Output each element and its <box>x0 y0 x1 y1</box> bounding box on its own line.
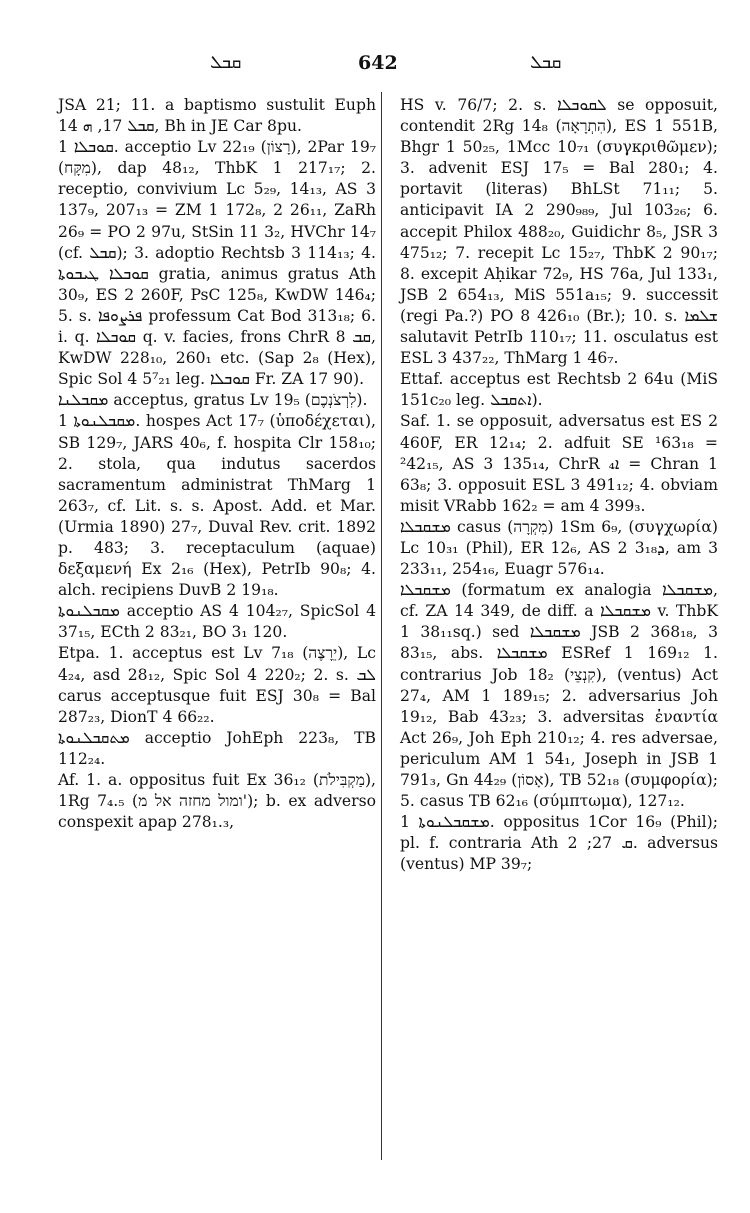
entry-mqabblana: ܡܩܒܠܢܐ acceptus, gratus Lv 19₅ (לִרְצֹנְכֶם). <box>58 391 368 410</box>
entry-mqabblanuta-acceptio: ܡܩܒܠܢܘܬܐ acceptio AS 4 104₂₇, SpicSol 4 37₁₅, ECth 2 83₂₁, BO 3₁ 120. <box>58 602 376 642</box>
page-number: 642 <box>358 52 398 74</box>
running-head-right: ܩܒܠ <box>530 52 562 73</box>
left-column <box>58 95 376 833</box>
right-column <box>400 95 718 875</box>
entry-qubbala: ܩܘܒܠܐ 1. acceptio Lv 22₁₉ (רָצוֹן), 2Par 19₇ (מִקָּח), dap 48₁₂, ThbK 1 217₁₇; 2. receptio, convivium Lc 5₂₉, 14₁₃, AS 3 137₉, 207₁₃ = ZM 1 172₈, 2 26₁₁, ZaRh 26₉ = PO 2 97u, StSin 11 3₂, HVChr 14₇ (cf. ܩܒܠ); 3. adoptio Rechtsb 3 114₁₃; 4. ܩܘܒܠܐ ܛܝܒܘܬܐ gratia, animus gratus Ath 30₉, ES 2 260F, PsC 125₈, KwDW 146₄; 5. s. ܦܪܨܘܦܐ professum Cat Bod 313₁₈; 6. i. q. ܩܘܒܠܐ q. v. facies, frons ChrR ܩܒ 8, KwDW 228₁₀, 260₁ etc. (Sap 2₈ (Hex), Spic Sol 4 5⁷₂₁ leg. ܩܘܒܠܐ Fr. ZA 17 90). <box>58 138 377 389</box>
entry-saf: Saf. 1. se opposuit, adversatus est ES 2 460F, ER 12₁₄; 2. adfuit SE ¹63₁₈ = ²42₁₅, AS 3 135₁₄, ChrR ܐ₄ = Chran 1 63₈; 3. opposuit ESL 3 491₁₂; 4. obviam misit VRabb 162₂ = am 4 399₃. <box>400 412 718 515</box>
entry-etpa: Etpa. 1. acceptus est Lv 7₁₈ (יֵרָצֶה), Lc 4₂₄, asd 28₁₂, Spic Sol 4 220₂; 2. s. ܠܒ carus acceptusque fuit ESJ 30₈ = Bal 287₂₃, DionT 4 66₂₂. <box>58 644 376 726</box>
entry-mshaqblanuta: ܡܫܩܒܠܢܘܬܐ 1. oppositus 1Cor 16₉ (Phil); pl. f. contraria Ath ܩ 27; 2. adversus (ventus) MP 39₇; <box>400 813 718 874</box>
entry-ettaf: Ettaf. acceptus est Rechtsb 2 64u (MiS 151c₂₀ leg. ܐܬܩܒܠ). <box>400 370 718 410</box>
running-head-left: ܩܒܠ <box>210 52 242 73</box>
entry-mqabblanuta-hospes: ܡܩܒܠܢܘܬܐ 1. hospes Act 17₇ (ὑποδέχεται), SB 129₇, JARS 40₆, f. hospita Clr 158₁₀; 2. stola, qua indutus sacerdos sacramentum administrat ThMarg 1 263₇, cf. Lit. s. s. Apost. Add. et Mar. (Urmia 1890) 27₇, Duval Rev. crit. 1892 p. 483; 3. receptaculum (aquae) δεξαμενή Ex 2₁₆ (Hex), PetrIb 90₈; 4. alch. recipiens DuvB 2 19₁₈. <box>58 412 376 600</box>
page-header <box>60 52 700 82</box>
entry-continuation: JSA 21; 11. a baptismo sustulit Euph ܩܒܠ 17, ܗ 14, Bh in JE Car 8pu. <box>58 96 376 136</box>
entry-mshaqbla-casus: ܡܫܩܒܠܐ casus (מִקְרָה) 1Sm 6₉, (συγχωρία) Lc 10₃₁ (Phil), ER 12₆, AS 2 ܕ3₁₈, am 3 233₁₁, 254₁₆, Euagr 576₁₄. <box>400 517 719 579</box>
entry-metqabblanuta: ܡܬܩܒܠܢܘܬܐ acceptio JohEph 223₈, TB 112₂₄. <box>58 728 376 768</box>
column-divider <box>381 92 382 1160</box>
entry-af: Af. 1. a. oppositus fuit Ex 36₁₂ (מַקְבִּילֹת), 1Rg 7₄.₅ (ומול מחזה אל מ'); b. ex adverso conspexit apap 278₁.₃, <box>58 771 376 832</box>
entry-mshaqbla-formatum: ܡܫܩܒܠܐ (formatum ex analogia ܡܫܩܒܠܐ, cf. ZA 14 349, de diff. a ܡܫܩܒܠܐ v. ThbK 1 38₁₁sq.) sed ܡܫܩܒܠܐ JSB 2 368₁₈, 3 83₁₅, abs. ܡܫܩܒܠܐ ESRef 1 169₁₂ 1. contrarius Job 18₂ (קִנְצֵי), (ventus) Act 27₄, AM 1 189₁₅; 2. adversarius Joh 19₁₂, Bab 43₂₃; 3. adversitas ἐναντία Act 26₉, Joh Eph 210₁₂; 4. res adversae, periculum AM 1 54₁, Joseph in JSB 1 791₃, Gn 44₂₉ (אָסוֹן), TB 52₁₈ (συμφορία); 5. casus TB 62₁₆ (σύμπτωμα), 127₁₂. <box>400 581 719 811</box>
entry-af-continuation: HS v. 76/7; 2. s. ܠܩܘܒܠܐ se opposuit, contendit 2Rg 14₈ (הִתְרָאָה), ES 1 551B, Bhgr 1 50₂₅, 1Mcc 10₇₁ (συγκριθῶμεν); 3. advenit ESJ 17₅ = Bal 280₁; 4. portavit (literas) BhLSt 71₁₁; 5. anticipavit IA 2 290₉₈₉, Jul 103₂₆; 6. accepit Philox 488₂₀, Guidichr 8₅, JSR 3 475₁₂; 7. recepit Lc 15₂₇, ThbK 2 90₁₇; 8. excepit Aḥikar 72₉, HS 76a, Jul 133₁, JSB 2 654₁₃, MiS 551a₁₅; 9. successit (regi Pa.?) PO 8 426₁₀ (Br.); 10. s. ܫܠܡܐ salutavit PetrIb 110₁₇; 11. osculatus est ESL 3 437₂₂, ThMarg 1 46₇. <box>400 96 718 368</box>
